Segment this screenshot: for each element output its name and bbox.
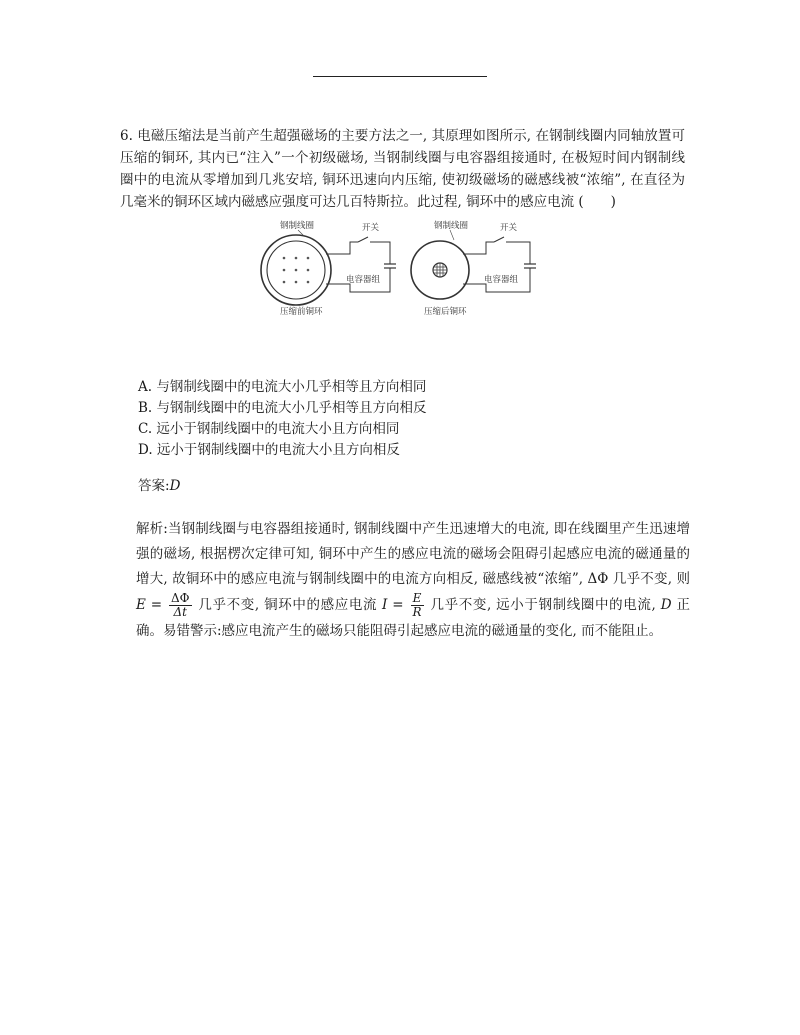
- right-coil-label: 钢制线圈: [434, 221, 469, 231]
- equals-2: =: [387, 597, 409, 613]
- option-a: A. 与钢制线圈中的电流大小几乎相等且方向相同: [138, 379, 427, 395]
- header-rule: [313, 76, 487, 77]
- left-field-dots: [283, 257, 310, 284]
- figure-electromagnetic-compression: [258, 218, 550, 318]
- analysis-part2: 几乎不变, 铜环中的感应电流: [193, 597, 383, 613]
- answer-line: [138, 475, 180, 497]
- right-switch-blade: [494, 237, 504, 242]
- option-c: C. 远小于钢制线圈中的电流大小且方向相同: [138, 421, 400, 437]
- emf-fraction: [169, 592, 192, 619]
- left-switch-blade: [358, 237, 368, 242]
- analysis-part1: 解析:当钢制线圈与电容器组接通时, 钢制线圈中产生迅速增大的电流, 即在线圈里产生迅速增强的磁场, 根据楞次定律可知, 铜环中产生的感应电流的磁场会阻碍引起感应电流的磁通量的增大, 故铜环中的感应电流与钢制线圈中的电流方向相反, 磁感线被“浓缩”, ΔΦ 几乎不变, 则: [136, 521, 690, 587]
- question-number: 6.: [120, 128, 133, 144]
- figure-left-panel: [261, 220, 396, 317]
- options-list: [138, 377, 427, 461]
- right-switch-label: 开关: [500, 223, 518, 233]
- right-wire-top: [463, 242, 494, 254]
- left-wire-top: [326, 242, 358, 254]
- left-switch-label: 开关: [362, 223, 380, 233]
- current-fraction: [411, 592, 424, 619]
- question-stem: 电磁压缩法是当前产生超强磁场的主要方法之一, 其原理如图所示, 在钢制线圈内同轴放置可压缩的铜环, 其内已“注入”一个初级磁场, 当钢制线圈与电容器组接通时, 在极短时间内钢制线圈中的电流从零增加到几兆安培, 铜环迅速向内压缩, 使初级磁场的磁感线被“浓缩”, 在直径为几毫米的铜环区域内磁感应强度可达几百特斯拉。此过程, 铜环中的感应电流 ( ): [120, 128, 686, 210]
- answer-label: 答案:: [138, 478, 170, 494]
- conclusion-symbol: D: [660, 597, 672, 613]
- emf-denominator: Δt: [173, 605, 187, 619]
- analysis-block: [136, 517, 690, 644]
- emf-symbol: E: [136, 597, 146, 613]
- right-capacitor-label: 电容器组: [484, 275, 519, 285]
- right-ring-label: 压缩后铜环: [424, 307, 467, 317]
- option-d: D. 远小于钢制线圈中的电流大小且方向相反: [138, 442, 400, 458]
- analysis-text: [136, 517, 690, 644]
- analysis-part3: 几乎不变, 远小于钢制线圈中的电流,: [425, 597, 661, 613]
- equals-1: =: [145, 597, 167, 613]
- emf-numerator: ΔΦ: [171, 591, 190, 605]
- option-b: B. 与钢制线圈中的电流大小几乎相等且方向相反: [138, 400, 427, 416]
- left-coil-label: 钢制线圈: [280, 221, 315, 231]
- left-capacitor-label: 电容器组: [346, 275, 381, 285]
- answer-value: D: [169, 478, 181, 494]
- current-denominator: R: [412, 605, 422, 619]
- left-ring-label: 压缩前铜环: [280, 307, 323, 317]
- question-text: [120, 125, 685, 213]
- analysis-part4: 正确。易错警示:感应电流产生的磁场只能阻碍引起感应电流的磁通量的变化, 而不能阻止。: [136, 597, 690, 639]
- figure-right-panel: [411, 220, 536, 317]
- current-numerator: E: [411, 592, 424, 606]
- current-symbol: I: [382, 597, 388, 613]
- question-block: [120, 125, 685, 213]
- left-wire-right: [370, 242, 390, 264]
- right-coil-leader: [450, 230, 454, 240]
- right-wire-right: [506, 242, 530, 264]
